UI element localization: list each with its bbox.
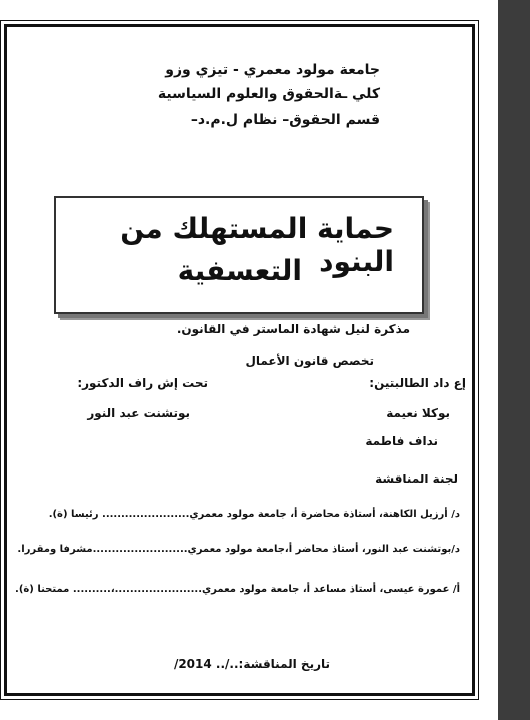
committee-label: لجنة المناقشة [375, 472, 458, 486]
memo-description: مذكرة لنيل شهادة الماستر في القانون. [176, 322, 410, 336]
jury-member: د/ أرزيل الكاهنة، أستاذة محاضرة أ، جامعة مولود معمري....................... رئيسا (ة). [48, 509, 460, 520]
student-name: نداف فاطمة [365, 434, 438, 448]
thesis-title-line1: حماية المستهلك من البنود [120, 212, 394, 278]
prepared-by-label: إع داد الطالبتين: [369, 376, 466, 390]
university-name: جامعة مولود معمري - تيزي وزو [165, 62, 380, 78]
jury-member: أ/ عمورة عيسى، أستاذ مساعد أ، جامعة مولود معمري.......................،.......... ممتحنا (ة). [15, 584, 460, 595]
faculty-name: كلي ـةالحقوق والعلوم السياسية [157, 86, 380, 102]
document-edge [498, 0, 530, 720]
title-box [54, 196, 424, 314]
department-name: قسم الحقوق– نظام ل.م.د– [190, 112, 380, 128]
jury-member: د/بوتشنت عبد النور، أستاذ محاضر أ،جامعة مولود معمري.........................مشرفا ومقررا. [17, 544, 460, 555]
student-name: بوكلا نعيمة [386, 406, 450, 420]
specialty: تخصص قانون الأعمال [245, 354, 374, 368]
supervisor-name: بوتشنت عبد النور [87, 406, 190, 420]
thesis-title-line2: التعسفية [177, 254, 302, 287]
defense-date: تاريخ المناقشة:../.. 2014/ [173, 657, 330, 671]
supervisor-label: تحت إش راف الدكتور: [77, 376, 208, 390]
